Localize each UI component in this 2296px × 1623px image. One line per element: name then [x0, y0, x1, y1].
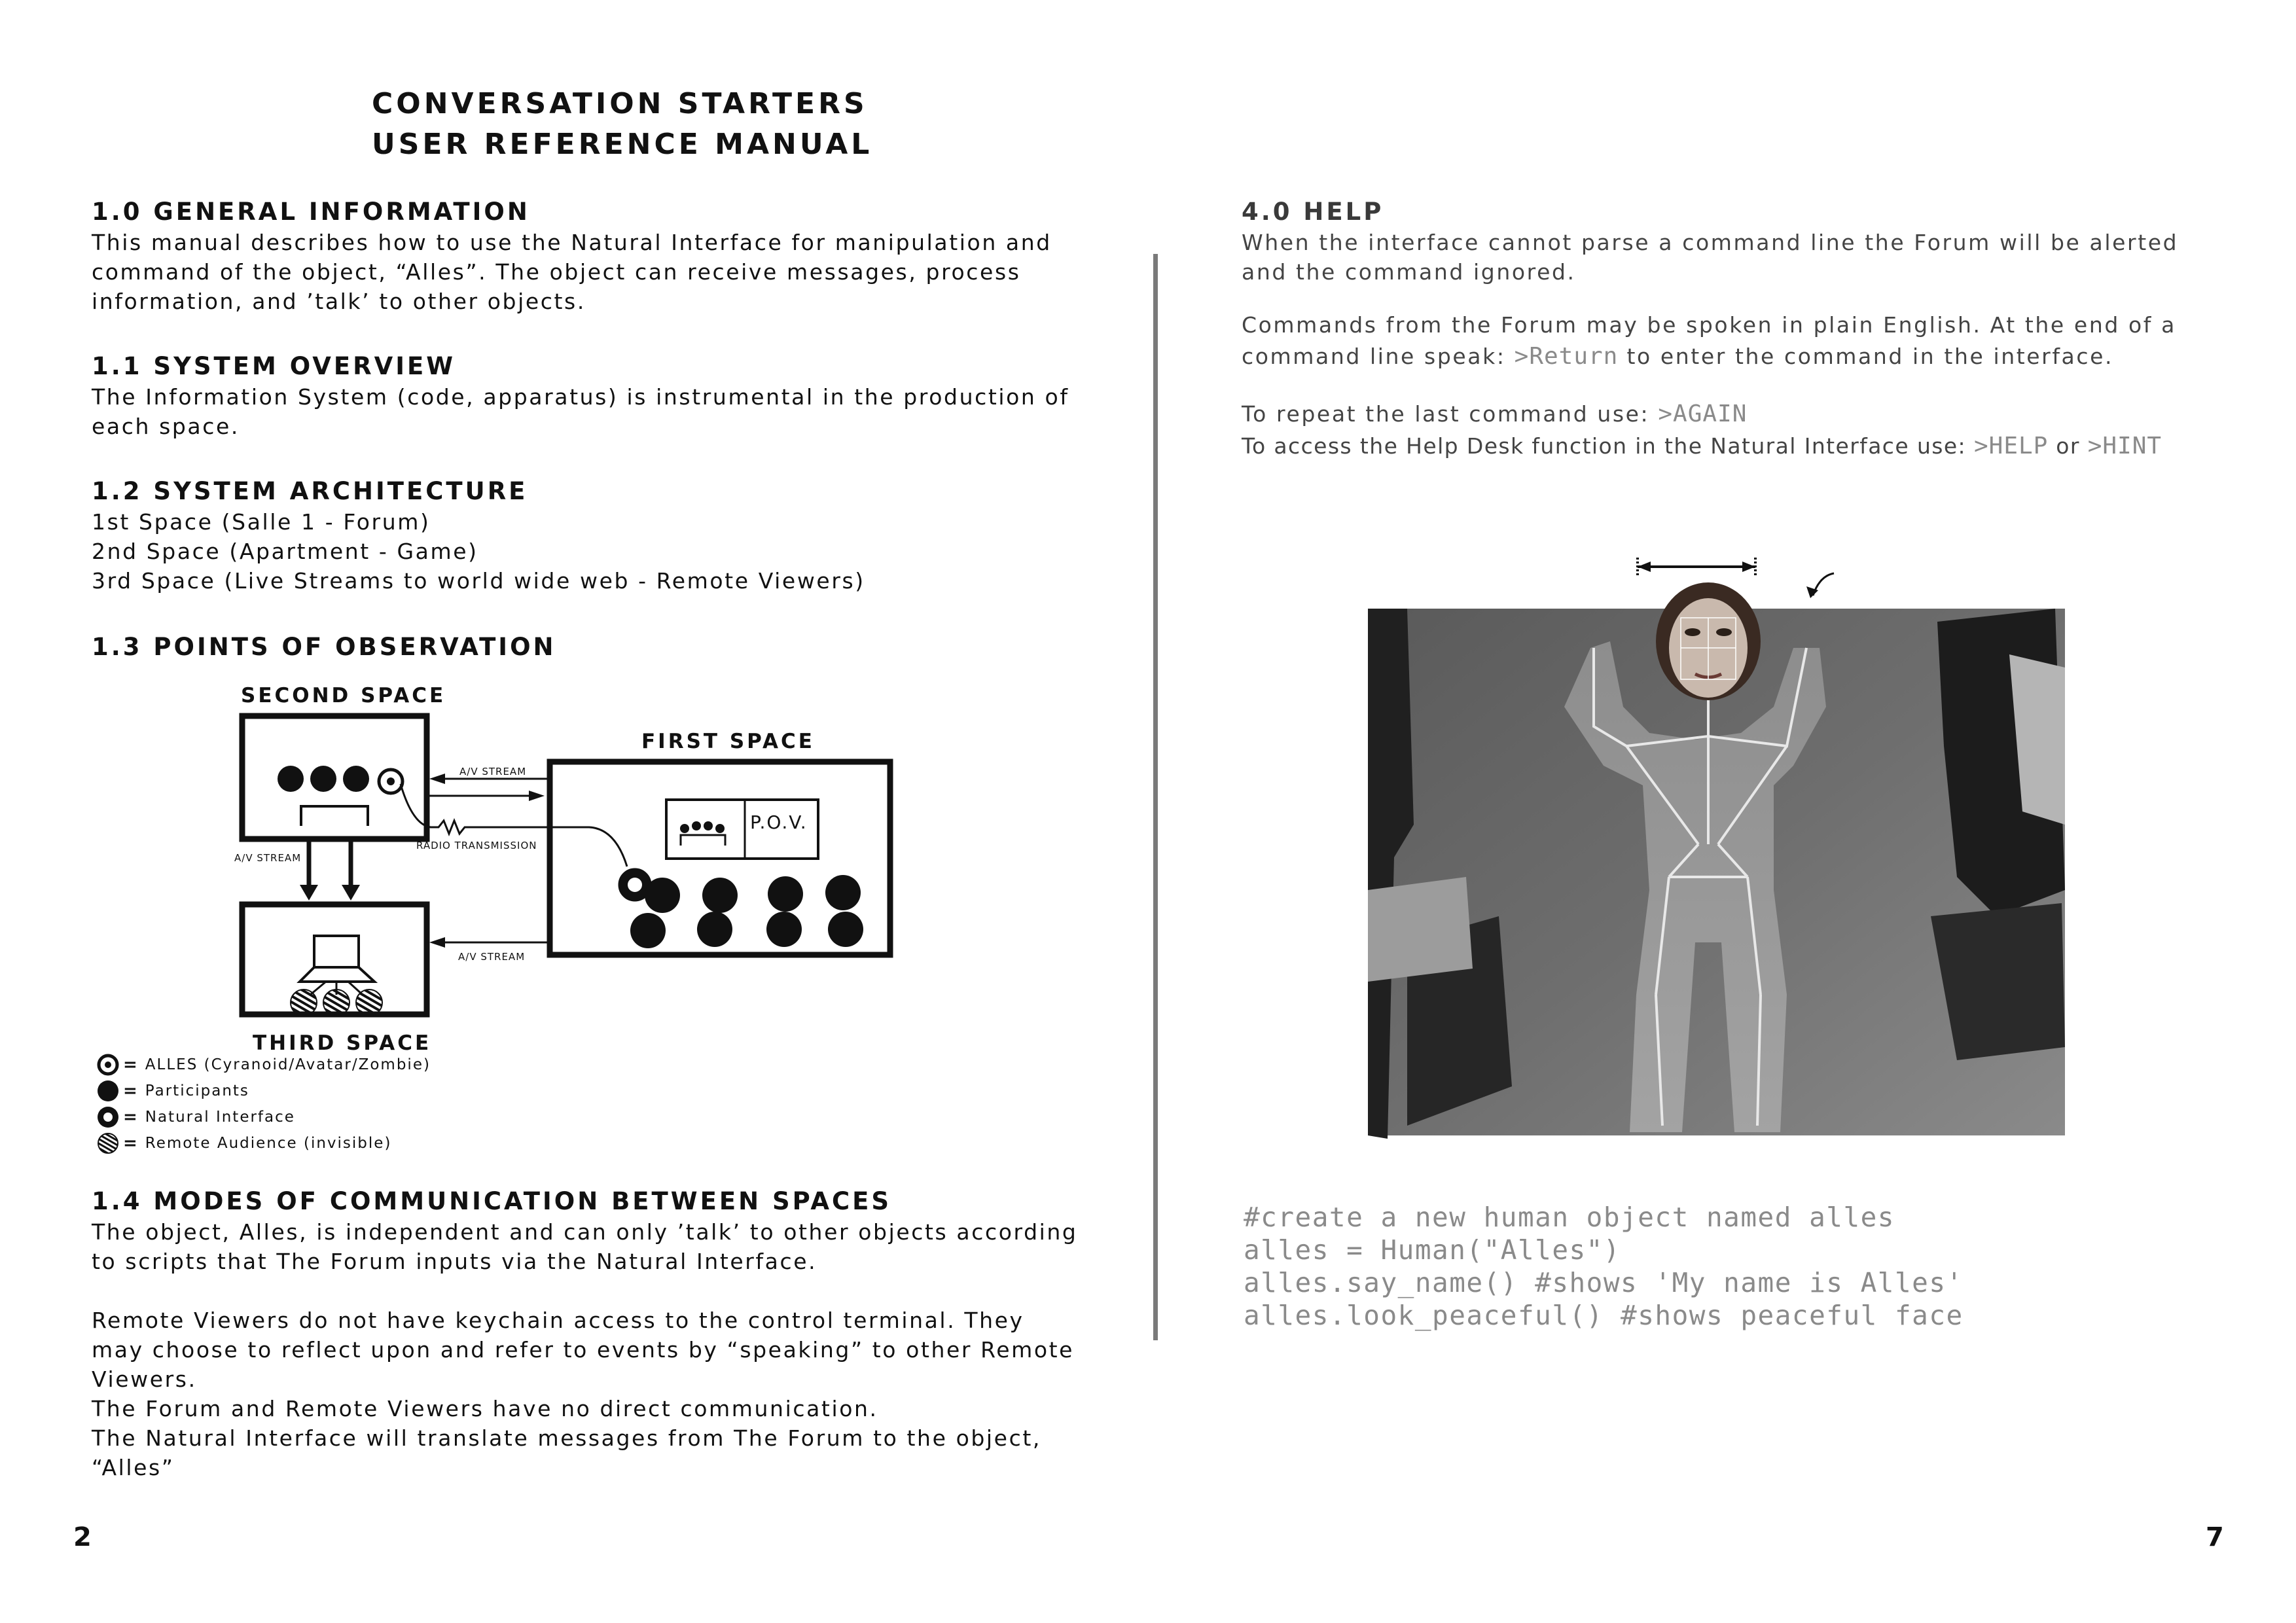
body-line: The object, Alles, is independent and can only ’talk’ to other objects according — [92, 1219, 1078, 1245]
participant-icon — [825, 875, 861, 910]
section-heading: 1.4 MODES OF COMMUNICATION BETWEEN SPACES — [92, 1187, 892, 1215]
first-space-label: FIRST SPACE — [641, 730, 815, 753]
manual-title — [372, 84, 872, 165]
legend-equals: = — [123, 1055, 139, 1075]
section-heading: 1.0 GENERAL INFORMATION — [92, 198, 530, 226]
page-number-left: 2 — [73, 1522, 92, 1552]
command-hint: >HINT — [2087, 433, 2162, 459]
remote-audience-icon — [323, 990, 350, 1016]
av-stream-label: A/V STREAM — [458, 951, 526, 963]
legend-equals: = — [123, 1133, 139, 1153]
laptop-icon — [314, 936, 359, 967]
section-heading: 4.0 HELP — [1242, 198, 1384, 226]
body-line — [1242, 431, 2243, 461]
body-text: command line speak: — [1242, 344, 1515, 369]
section-system-architecture — [92, 476, 1132, 596]
body-line: information, and ’talk’ to other objects. — [92, 289, 586, 314]
body-text: To access the Help Desk function in the Natural Interface use: — [1242, 433, 1974, 459]
pov-label: P.O.V. — [750, 812, 808, 833]
body-line: The Forum and Remote Viewers have no direct communication. — [92, 1396, 878, 1421]
body-line: The Natural Interface will translate messages from The Forum to the object, — [92, 1425, 1041, 1451]
width-indicator — [1638, 558, 1755, 576]
legend-item — [97, 1054, 431, 1076]
alles-icon — [97, 1054, 119, 1076]
section-help — [1242, 196, 2243, 461]
radio-transmission-label: RADIO TRANSMISSION — [416, 840, 537, 851]
body-line: command of the object, “Alles”. The object can receive messages, process — [92, 259, 1021, 285]
command-help: >HELP — [1973, 433, 2049, 459]
body-line: may choose to reflect upon and refer to events by “speaking” to other Remote — [92, 1337, 1075, 1363]
section-heading: 1.2 SYSTEM ARCHITECTURE — [92, 477, 528, 505]
remote-audience-icon — [291, 990, 317, 1016]
body-text: to enter the command in the interface. — [1618, 344, 2114, 369]
section-modes-of-communication — [92, 1186, 1132, 1482]
body-line: and the command ignored. — [1242, 259, 1576, 285]
body-line: 3rd Space (Live Streams to world wide web - Remote Viewers) — [92, 568, 865, 594]
natural-interface-icon — [97, 1106, 119, 1128]
legend-text: Natural Interface — [145, 1109, 295, 1126]
legend-text: Remote Audience (invisible) — [145, 1135, 392, 1152]
section-system-overview — [92, 351, 1132, 441]
participant-icon — [768, 876, 803, 912]
code-line: #create a new human object named alles — [1244, 1202, 1895, 1233]
third-space-label: THIRD SPACE — [253, 1031, 432, 1055]
legend-text: ALLES (Cyranoid/Avatar/Zombie) — [145, 1056, 431, 1073]
body-text: or — [2048, 433, 2088, 459]
section-heading-points-of-observation: 1.3 POINTS OF OBSERVATION — [92, 633, 556, 661]
remote-audience-icon — [356, 990, 382, 1016]
command-return: >Return — [1514, 343, 1619, 370]
body-line: This manual describes how to use the Natural Interface for manipulation and — [92, 230, 1052, 255]
title-line-1: CONVERSATION STARTERS — [372, 87, 868, 120]
section-body — [1242, 228, 2243, 461]
participant-icon — [278, 766, 304, 792]
code-line: alles.say_name() #shows 'My name is Alles' — [1244, 1267, 1964, 1298]
body-line: to scripts that The Forum inputs via the Natural Interface. — [92, 1249, 817, 1274]
participant-icon — [697, 912, 732, 947]
body-line — [1242, 340, 2243, 374]
legend-item — [97, 1132, 391, 1154]
legend-item — [97, 1080, 249, 1102]
observation-diagram — [223, 707, 910, 1034]
body-line: When the interface cannot parse a command line the Forum will be alerted — [1242, 230, 2179, 255]
participant-icon — [702, 878, 738, 913]
body-line: 1st Space (Salle 1 - Forum) — [92, 509, 431, 535]
remote-audience-icon — [97, 1132, 119, 1154]
participant-icon — [310, 766, 336, 792]
participant-icon — [828, 912, 863, 947]
legend-text: Participants — [145, 1082, 249, 1099]
table-icon — [301, 806, 368, 826]
section-heading: 1.1 SYSTEM OVERVIEW — [92, 352, 456, 380]
legend-item — [97, 1106, 295, 1128]
legend-equals: = — [123, 1107, 139, 1127]
body-line: Viewers. — [92, 1366, 197, 1392]
participant-icon — [97, 1080, 119, 1102]
section-body — [92, 507, 1132, 596]
legend-equals: = — [123, 1081, 139, 1101]
section-body — [92, 1217, 1132, 1482]
participant-icon — [766, 912, 802, 947]
section-body — [92, 228, 1132, 316]
av-stream-label: A/V STREAM — [459, 766, 527, 777]
body-line: The Information System (code, apparatus) is instrumental in the production of — [92, 384, 1069, 410]
title-line-2: USER REFERENCE MANUAL — [372, 128, 873, 161]
second-space-label: SECOND SPACE — [241, 684, 446, 707]
body-line — [1242, 397, 2243, 431]
participant-icon — [630, 913, 666, 948]
page-number-right: 7 — [2206, 1522, 2224, 1552]
command-again: >AGAIN — [1658, 401, 1748, 427]
section-general-information — [92, 196, 1132, 316]
body-line: 2nd Space (Apartment - Game) — [92, 539, 478, 564]
av-stream-label: A/V STREAM — [234, 852, 302, 864]
code-line: alles = Human("Alles") — [1244, 1234, 1621, 1266]
body-line: Commands from the Forum may be spoken in plain English. At the end of a — [1242, 312, 2176, 338]
code-line: alles.look_peaceful() #shows peaceful face — [1244, 1300, 1964, 1331]
code-example — [1244, 1201, 1964, 1332]
section-body — [92, 382, 1132, 441]
body-line: each space. — [92, 414, 240, 439]
kinect-depth-image — [1368, 550, 2075, 1139]
participant-icon — [343, 766, 369, 792]
page-divider — [1153, 254, 1158, 1340]
body-text: To repeat the last command use: — [1242, 401, 1659, 427]
body-line: “Alles” — [92, 1455, 175, 1480]
participant-icon — [645, 878, 680, 913]
body-line: Remote Viewers do not have keychain access to the control terminal. They — [92, 1308, 1024, 1333]
